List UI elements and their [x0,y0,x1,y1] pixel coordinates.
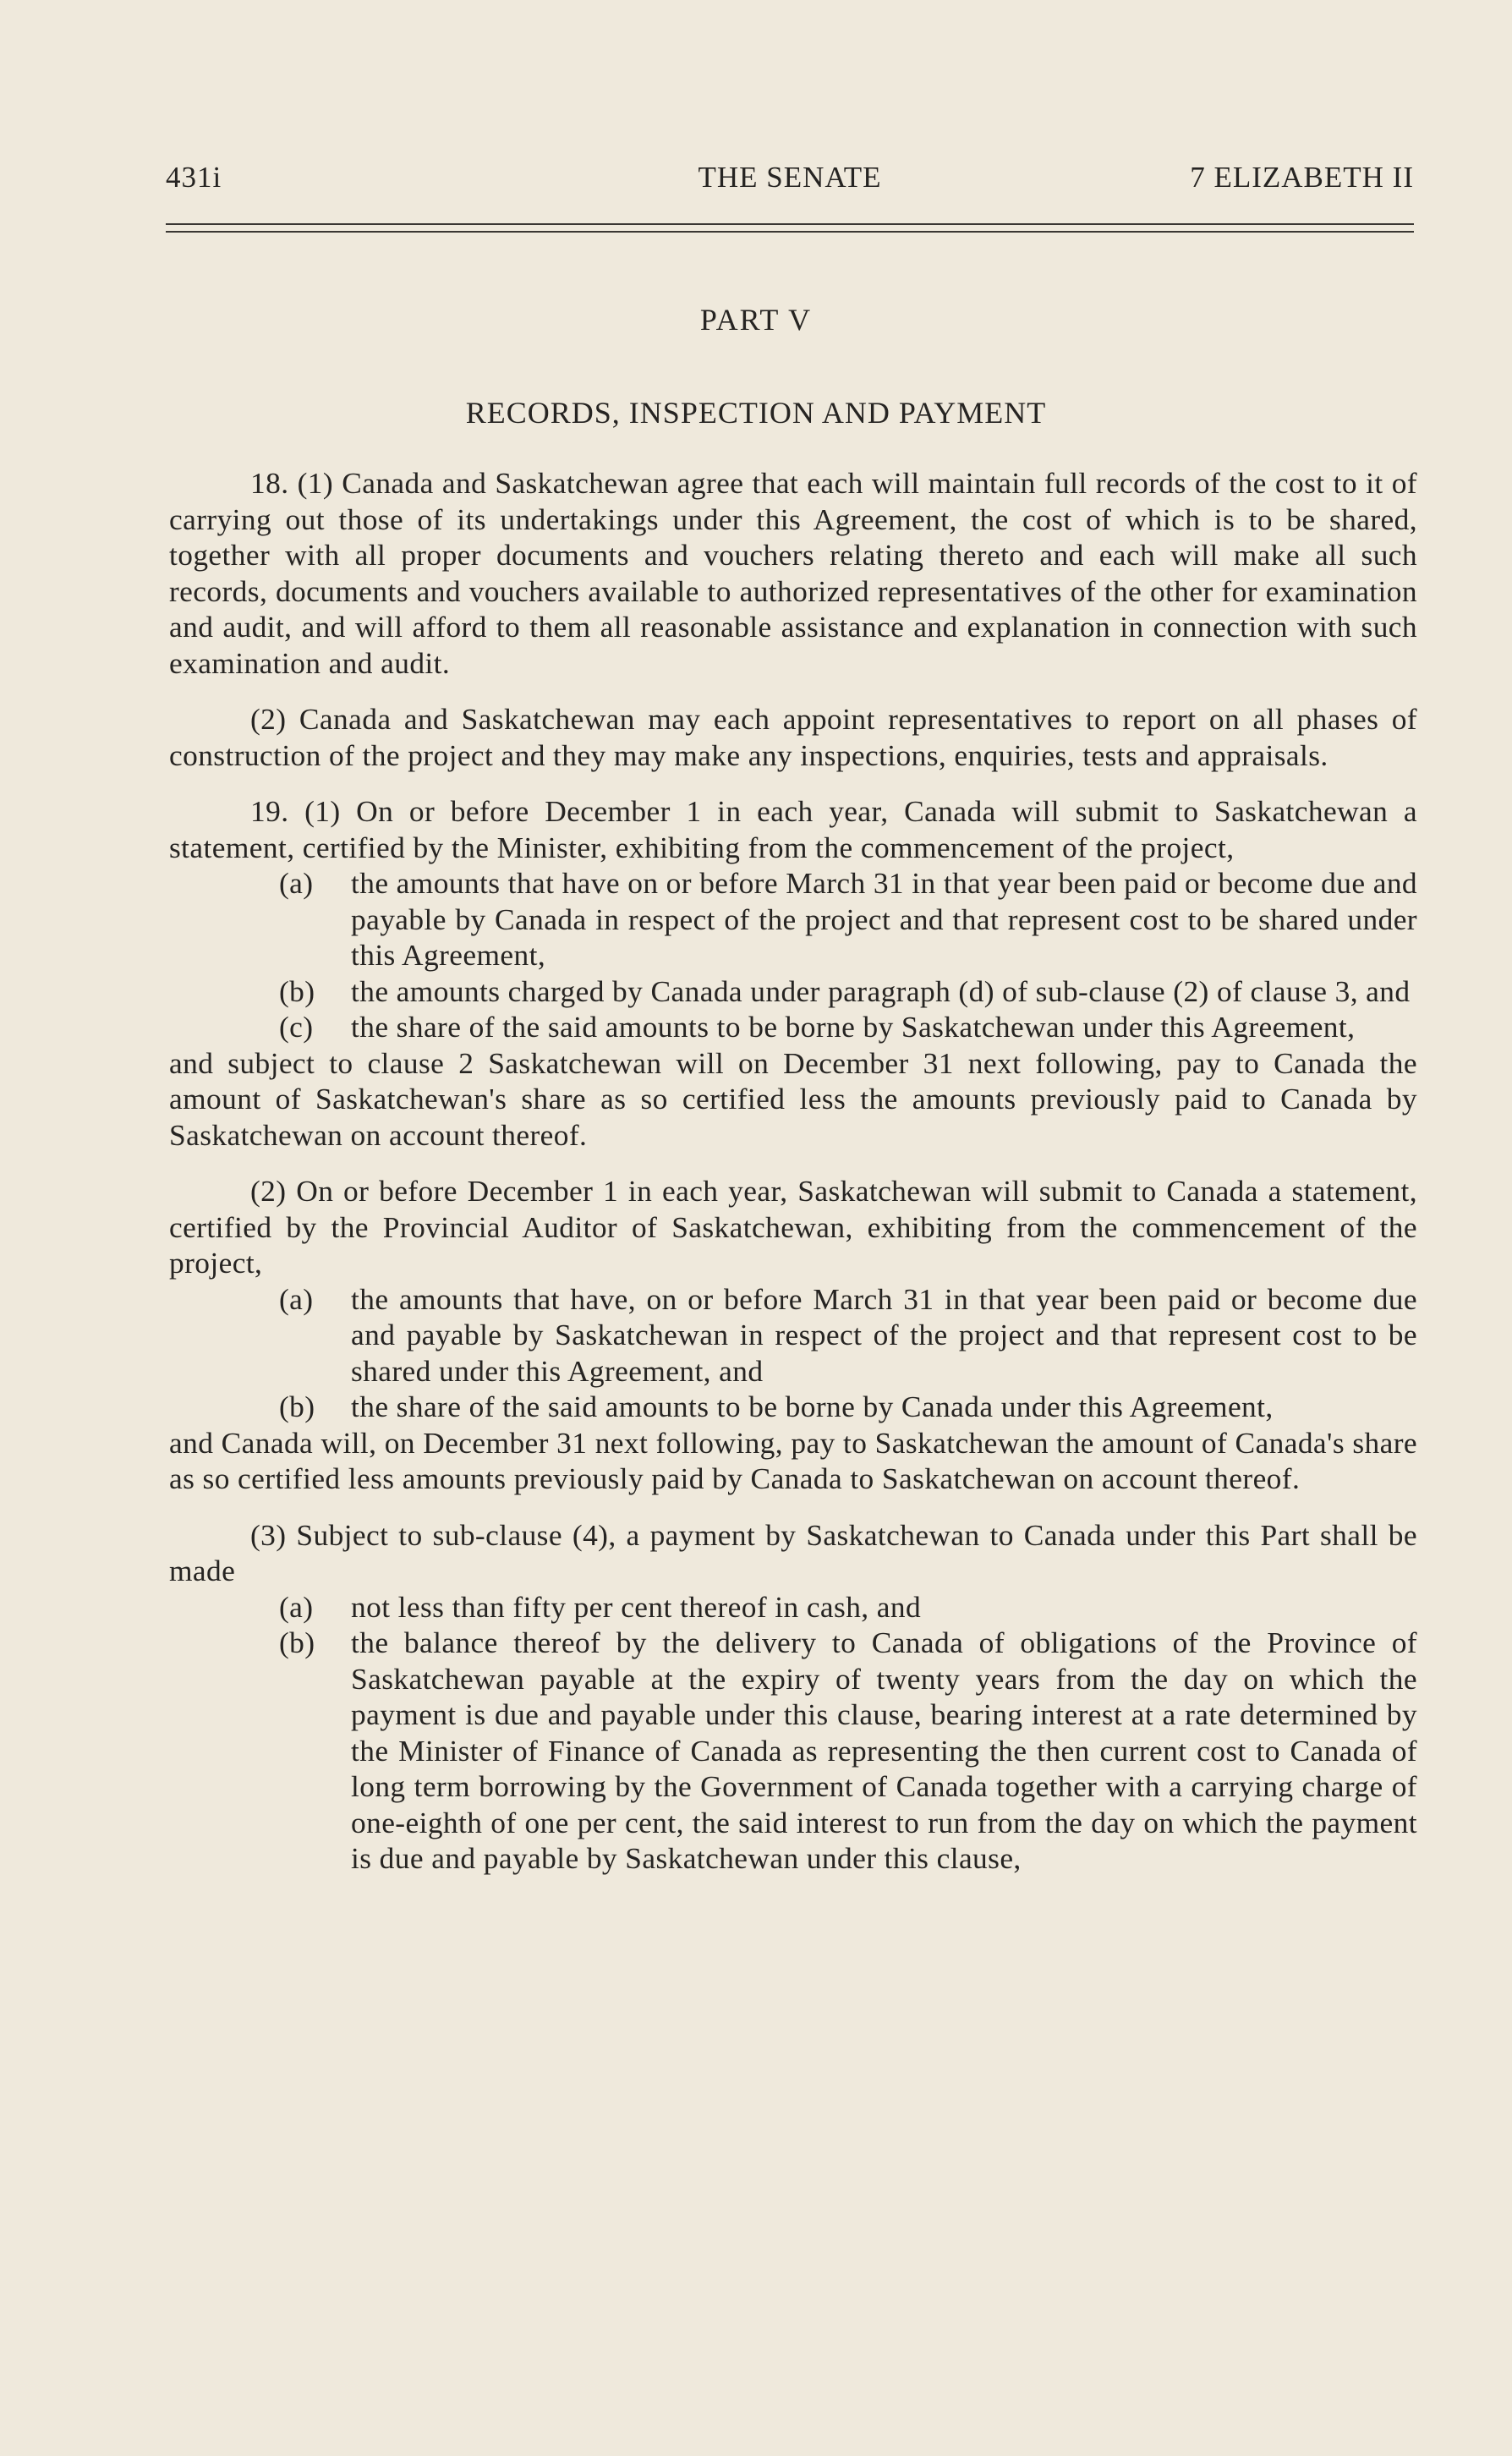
item-text: the share of the said amounts to be borne by Canada under this Agreement, [351,1390,1274,1423]
clause-19-3-a [169,1589,1417,1625]
item-text: the amounts that have, on or before March 31 in that year been paid or become due and payable by Saskatchewan in respect of the project and that represent cost to be shared under this Agreement, and [351,1281,1417,1388]
clause-19-1-b [169,973,1417,1010]
item-label: (c) [279,1010,314,1044]
part-title: PART V [699,303,813,337]
clause-18-1: 18. (1) Canada and Saskatchewan agree that each will maintain full records of the cost to it of carrying out those of its undertakings under this Agreement, the cost of which is to be shared, together with all proper documents and vouchers relating thereto and each will make all such records, documents and vouchers available to authorized representatives of the other for examination and audit, and will afford to them all reasonable assistance and explanation in connection with such examination and audit. [169,466,1417,680]
header-rule-bottom [166,231,1414,233]
item-label: (a) [279,1589,314,1624]
clause-19-1-a [169,865,1417,973]
page-header [166,161,1414,201]
section-title: RECORDS, INSPECTION AND PAYMENT [465,396,1047,430]
item-label: (b) [279,973,315,1008]
clause-19-1-intro: 19. (1) On or before December 1 in each year, Canada will submit to Saskatchewan a statement, certified by the Minister, exhibiting from the commencement of the project, [169,794,1417,864]
item-text: the amounts that have on or before March 31 in that year been paid or become due and payable by Canada in respect of the project and that represent cost to be shared under this Agreement, [351,866,1418,972]
clause-19-1-close: and subject to clause 2 Saskatchewan will on December 31 next following, pay to Canada the amount of Saskatchewan's share as so certified less the amounts previously paid to Canada by Saskatchewan on account thereof. [169,1045,1417,1152]
regnal-year: 7 ELIZABETH II [1190,161,1414,194]
item-label: (b) [279,1390,315,1423]
item-text: the balance thereof by the delivery to Canada of obligations of the Province of Saskatchewan payable at the expiry of twenty years from the day on which the payment is due and payable under this clause, bearing interest at a rate determined by the Minister of Finance of Canada as representing the then current cost to Canada of long term borrowing by the Government of Canada together with a carrying charge of one-eighth of one per cent, the said interest to run from the day on which the payment is due and payable by Saskatchewan under this clause, [351,1625,1417,1875]
item-text: not less than fifty per cent thereof in cash, and [351,1589,922,1624]
page-number: 431i [166,161,222,194]
item-label: (a) [279,866,314,900]
header-rule-top [166,223,1414,225]
clause-19-2-intro: (2) On or before December 1 in each year, Saskatchewan will submit to Canada a statement, certified by the Provincial Auditor of Saskatchewan, exhibiting from the commencement of the project, [169,1174,1417,1280]
item-text: the share of the said amounts to be borne by Saskatchewan under this Agreement, [351,1010,1356,1044]
item-label: (b) [279,1625,315,1659]
item-label: (a) [279,1281,314,1316]
document-body [169,465,1417,1877]
clause-18-2: (2) Canada and Saskatchewan may each appoint representatives to report on all phases of construction of the project and they may make any inspections, enquiries, tests and appraisals. [169,702,1417,772]
clause-19-2-b [169,1389,1417,1425]
clause-19-2-close: and Canada will, on December 31 next following, pay to Saskatchewan the amount of Canada's share as so certified less amounts previously paid by Canada to Saskatchewan on account thereof. [169,1425,1417,1495]
clause-19-2-a [169,1281,1417,1390]
item-text: the amounts charged by Canada under paragraph (d) of sub-clause (2) of clause 3, and [351,973,1411,1008]
clause-19-1-c [169,1009,1417,1045]
clause-19-3-intro: (3) Subject to sub-clause (4), a payment by Saskatchewan to Canada under this Part shall be made [169,1517,1417,1587]
clause-19-3-b [169,1625,1417,1877]
running-title: THE SENATE [698,161,882,194]
